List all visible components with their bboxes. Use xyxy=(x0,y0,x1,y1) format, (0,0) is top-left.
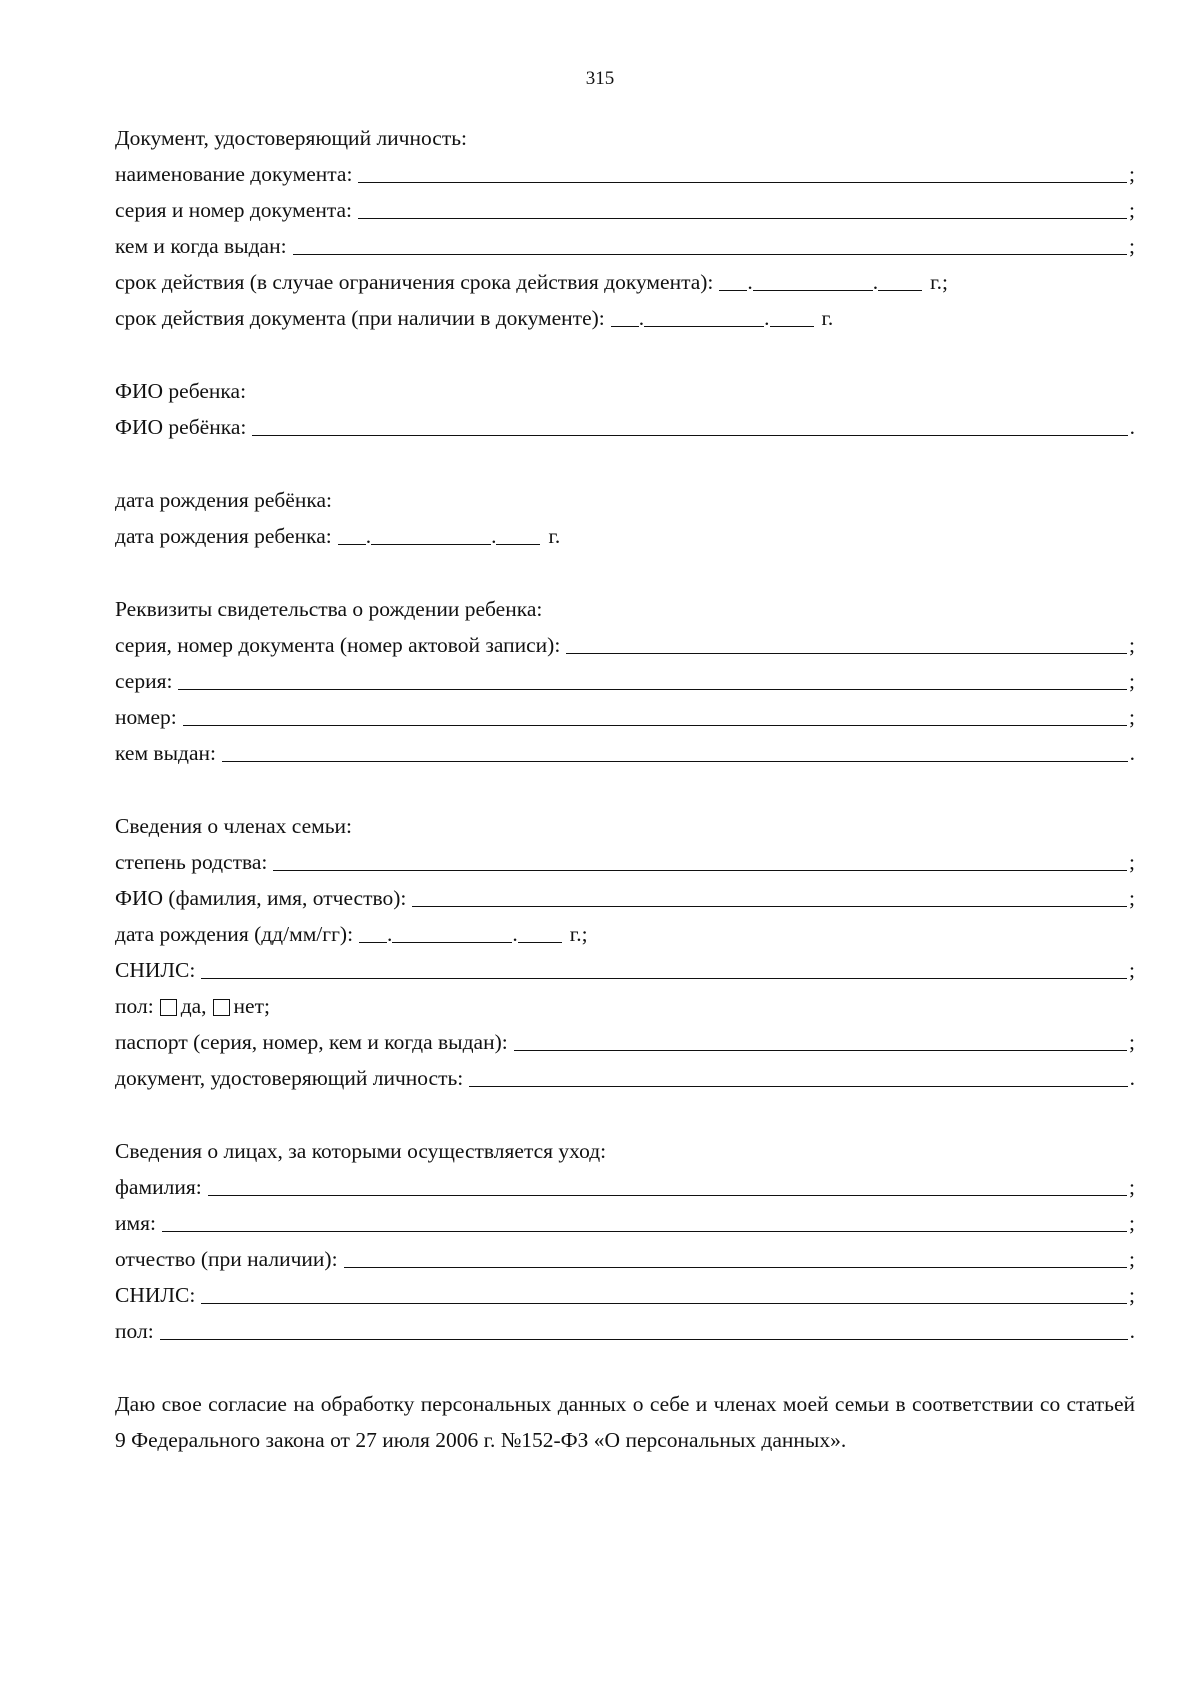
validity-present-date-field[interactable]: . . xyxy=(611,300,814,336)
doc-name-field[interactable] xyxy=(358,181,1127,183)
family-fullname-row: ФИО (фамилия, имя, отчество): ; xyxy=(115,886,1135,910)
care-firstname-row: имя: ; xyxy=(115,1211,1135,1235)
birth-cert-heading: Реквизиты свидетельства о рождении ребенка: xyxy=(115,597,543,621)
child-name-label: ФИО ребёнка: xyxy=(115,415,247,439)
birth-cert-issued-row: кем выдан: . xyxy=(115,741,1135,765)
doc-issued-row: кем и когда выдан: ; xyxy=(115,228,1135,264)
family-id-doc-field[interactable] xyxy=(469,1085,1127,1087)
doc-series-row: серия и номер документа: ; xyxy=(115,192,1135,228)
family-sex-row: пол: да, нет; xyxy=(115,988,1135,1024)
birth-cert-series-number-row: серия, номер документа (номер актовой записи): ; xyxy=(115,633,1135,657)
family-id-doc-row: документ, удостоверяющий личность: . xyxy=(115,1066,1135,1090)
family-heading: Сведения о членах семьи: xyxy=(115,814,353,838)
validity-limited-label: срок действия (в случае ограничения срока действия документа): xyxy=(115,270,714,294)
form-content xyxy=(115,120,1135,1458)
validity-present-label: срок действия документа (при наличии в документе): xyxy=(115,306,605,330)
validity-limited-row: срок действия (в случае ограничения срока действия документа): . . г.; xyxy=(115,264,1135,300)
child-birth-label: дата рождения ребенка: xyxy=(115,524,332,548)
birth-cert-number-field[interactable] xyxy=(183,724,1127,726)
care-snils-row: СНИЛС: ; xyxy=(115,1283,1135,1307)
family-birthdate-field[interactable]: . . xyxy=(359,916,562,952)
sex-no-label: нет; xyxy=(233,994,270,1018)
consent-paragraph: Даю свое согласие на обработку персональных данных о себе и членах моей семьи в соответствии со статьей 9 Федерального закона от 27 июля 2006 г. №152-ФЗ «О персональных данных». xyxy=(115,1392,1135,1452)
care-sex-row: пол: . xyxy=(115,1319,1135,1343)
care-patronymic-field[interactable] xyxy=(344,1266,1127,1268)
family-passport-field[interactable] xyxy=(514,1049,1127,1051)
validity-limited-date-field[interactable]: . . xyxy=(719,264,922,300)
birth-cert-series-field[interactable] xyxy=(178,688,1127,690)
child-birth-heading: дата рождения ребёнка: xyxy=(115,488,332,512)
identity-doc-heading: Документ, удостоверяющий личность: xyxy=(115,126,467,150)
child-name-field[interactable] xyxy=(252,434,1127,436)
sex-yes-checkbox[interactable] xyxy=(160,999,177,1016)
birth-cert-number-row: номер: ; xyxy=(115,705,1135,729)
birth-cert-series-number-field[interactable] xyxy=(566,652,1127,654)
page-number: 315 xyxy=(585,68,615,89)
family-snils-field[interactable] xyxy=(201,977,1127,979)
care-snils-field[interactable] xyxy=(201,1302,1127,1304)
child-birth-row: дата рождения ребенка: . . г. xyxy=(115,518,1135,554)
care-heading: Сведения о лицах, за которыми осуществляется уход: xyxy=(115,1139,607,1163)
sex-yes-label: да, xyxy=(180,994,207,1018)
family-fullname-field[interactable] xyxy=(412,905,1127,907)
doc-name-label: наименование документа: xyxy=(115,162,353,186)
family-relation-row: степень родства: ; xyxy=(115,850,1135,874)
care-sex-field[interactable] xyxy=(160,1338,1128,1340)
family-snils-row: СНИЛС: ; xyxy=(115,958,1135,982)
care-patronymic-row: отчество (при наличии): ; xyxy=(115,1247,1135,1271)
family-relation-field[interactable] xyxy=(273,869,1127,871)
doc-series-label: серия и номер документа: xyxy=(115,198,352,222)
birth-cert-issued-field[interactable] xyxy=(222,760,1128,762)
family-birthdate-row: дата рождения (дд/мм/гг): . . г.; xyxy=(115,916,1135,952)
care-firstname-field[interactable] xyxy=(162,1230,1127,1232)
child-name-row: ФИО ребёнка: . xyxy=(115,409,1135,445)
care-surname-field[interactable] xyxy=(208,1194,1127,1196)
child-birth-date-field[interactable]: . . xyxy=(338,518,541,554)
doc-name-row: наименование документа: ; xyxy=(115,156,1135,192)
sex-no-checkbox[interactable] xyxy=(213,999,230,1016)
care-surname-row: фамилия: ; xyxy=(115,1175,1135,1199)
doc-series-field[interactable] xyxy=(358,217,1127,219)
doc-issued-field[interactable] xyxy=(293,253,1127,255)
child-name-heading: ФИО ребенка: xyxy=(115,379,247,403)
doc-issued-label: кем и когда выдан: xyxy=(115,234,287,258)
validity-present-row: срок действия документа (при наличии в документе): . . г. xyxy=(115,300,1135,336)
birth-cert-series-row: серия: ; xyxy=(115,669,1135,693)
family-passport-row: паспорт (серия, номер, кем и когда выдан): ; xyxy=(115,1030,1135,1054)
